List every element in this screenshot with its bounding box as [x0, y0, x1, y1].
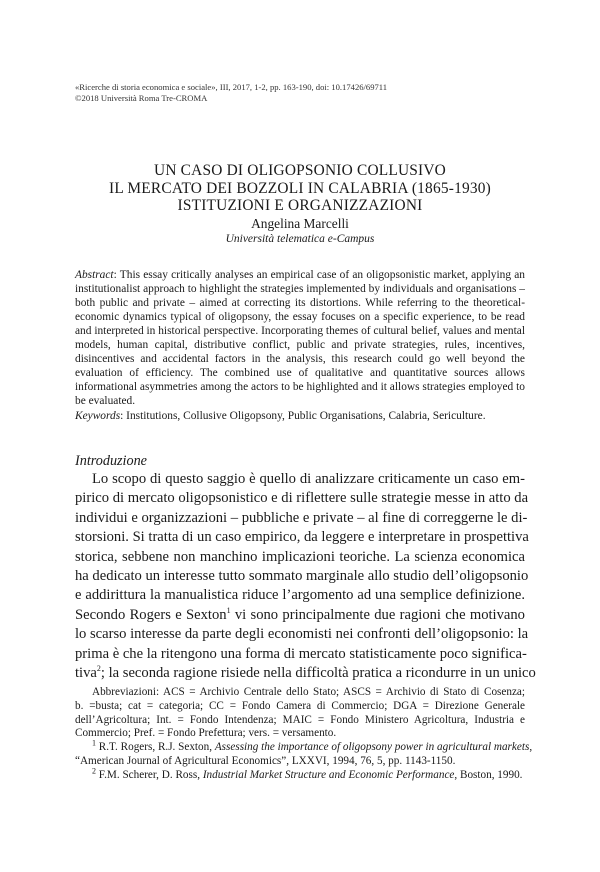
section-title: Introduzione: [75, 453, 147, 469]
citation-line: «Ricerche di storia economica e sociale», III, 2017, 1-2, pp. 163-190, doi: 10.17426/69711: [75, 82, 388, 92]
body-line: Lo scopo di questo saggio è quello di analizzare criticamente un caso em-: [92, 471, 525, 487]
title-line-3: ISTITUZIONI E ORGANIZZAZIONI: [177, 197, 423, 214]
footnote-ref-1: 1: [226, 605, 231, 615]
footnote-2-rest: , Boston, 1990.: [454, 768, 523, 781]
body-line: prima è che la ritengono una forma di mercato statisticamente poco significa-: [75, 645, 527, 662]
abbreviations-line: Abbreviazioni: ACS = Archivio Centrale dello Stato; ASCS = Archivio di Stato di Cosenza;: [92, 686, 525, 698]
abstract-paragraph: [75, 268, 525, 408]
footnote-ref-2: 2: [96, 664, 101, 674]
keywords-text: : Institutions, Collusive Oligopsony, Public Organisations, Calabria, Sericulture.: [120, 410, 486, 422]
abstract-label: Abstract: [75, 269, 114, 281]
body-text-span: ; la seconda ragione risiede nella difficoltà pratica a ricondurre in un unico: [100, 665, 536, 682]
footnote-1: [75, 738, 533, 755]
body-line: storica, sebbene non manchino implicazioni teoriche. La scienza economica: [75, 548, 525, 565]
footnote-1-title: Assessing the importance of oligopsony power in agricultural markets: [214, 741, 530, 754]
title-block: [60, 162, 540, 247]
footnote-2-title: Industrial Market Structure and Economic Performance: [202, 768, 455, 781]
body-line: lo scarso interesse da parte degli economisti nei confronti dell’oligopsonio: la: [75, 626, 529, 643]
copyright-line: ©2018 Università Roma Tre-CROMA: [75, 93, 208, 103]
body-line: [75, 664, 536, 683]
footnote-mark-2: 2: [92, 766, 96, 776]
abbreviations-line: dell’Agricoltura; Int. = Fondo Intendenza; MAIC = Fondo Ministero Agricoltura, Industria e: [75, 713, 525, 726]
keywords-label: Keywords: [75, 410, 121, 422]
body-line: e addirittura la manualistica riduce l’argomento ad una semplice definizione.: [75, 587, 525, 604]
body-text-span: tiva: [75, 665, 97, 682]
body-line: pirico di mercato oligopsonistico e di riflettere sulle strategie messe in atto da: [75, 490, 529, 507]
body-line: ha dedicato un interesse tutto sommato marginale allo studio dell’oligopsonio: [75, 568, 529, 585]
abbreviations-line: Commercio; Pref. = Fondo Prefettura; vers. = versamento.: [75, 727, 337, 740]
author-affiliation: Università telematica e-Campus: [225, 232, 375, 245]
title-line-1: UN CASO DI OLIGOPSONIO COLLUSIVO: [154, 162, 446, 179]
footnote-mark-1: 1: [92, 738, 96, 748]
footnote-1-authors: R.T. Rogers, R.J. Sexton,: [96, 741, 215, 754]
keywords: [75, 409, 525, 423]
author-name: Angelina Marcelli: [251, 215, 349, 231]
abstract: [75, 268, 525, 423]
footnote-1-line-2: “American Journal of Agricultural Economics”, LXXVI, 1994, 76, 5, pp. 1143-1150.: [75, 754, 456, 767]
footnote-2: [75, 766, 525, 783]
body-line: storsioni. Si tratta di un caso empirico, da leggere e interpretare in prospettiva: [75, 529, 529, 546]
footnote-2-authors: F.M. Scherer, D. Ross,: [96, 768, 203, 781]
body-line: individui e organizzazioni – pubbliche e private – al fine di correggerne le di-: [75, 509, 528, 526]
abbreviations-line: b. =busta; cat = categoria; CC = Fondo Camera di Commercio; DGA = Direzione Generale: [75, 699, 525, 712]
body-text-span: vi sono principalmente due ragioni che motivano: [230, 606, 525, 623]
body-line: [75, 606, 525, 625]
footnotes: [75, 686, 533, 783]
title-line-2: IL MERCATO DEI BOZZOLI IN CALABRIA (1865-1930): [109, 179, 491, 197]
body-text: [75, 470, 536, 683]
journal-header: [75, 82, 535, 104]
body-text-span: Secondo Rogers e Sexton: [75, 606, 227, 623]
footnote-1-rest: ,: [529, 741, 533, 754]
abstract-text: : This essay critically analyses an empirical case of an oligopsonistic market, applying an institutionalist approach to highlight the strategies implemented by individuals and organisations – both public and private – aimed at correcting its distortions. While referring to the theoretical-economic dynamics typical of oligopsony, the essay focuses on a specific experience, to be read and interpreted in historical perspective. Incorporating themes of cultural belief, values and mental models, human capital, distributive conflict, public and private strategies, rules, incentives, disincentives and accidental factors in the analysis, this research could go well beyond the evaluation of efficiency. The combined use of qualitative and quantitative sources allows informational asymmetries among the actors to be highlighted and it allows strategies employed to be evaluated.: [75, 269, 525, 407]
